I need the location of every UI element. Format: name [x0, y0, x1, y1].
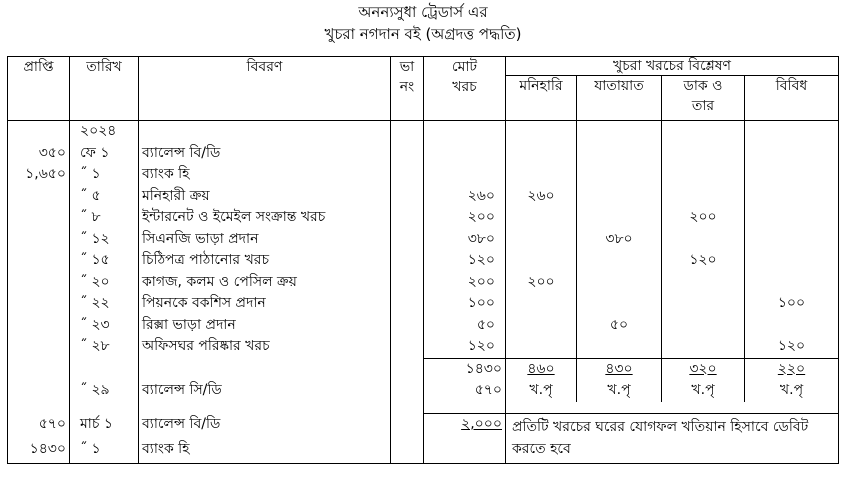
date-cell: ˝ ১	[70, 164, 139, 186]
header-voucher-no: ভা নং	[391, 57, 424, 121]
header-misc: বিবিধ	[745, 76, 839, 121]
closing-date: ˝ ২৯	[70, 380, 139, 402]
header-date: তারিখ	[70, 57, 139, 121]
closing-balance-row	[8, 380, 839, 402]
ledger-body	[8, 121, 839, 359]
description-cell: অফিসঘর পরিষ্কার খরচ	[139, 336, 391, 358]
date-cell: ˝ ৫	[70, 186, 139, 208]
header-transport: যাতায়াত	[577, 76, 662, 121]
total-expense-cell: ২০০	[424, 272, 506, 294]
transport-cell	[577, 293, 662, 315]
next-date: মার্চ ১	[70, 414, 139, 439]
voucher-cell	[391, 229, 424, 251]
header-receipt: প্রাপ্তি	[8, 57, 70, 121]
date-cell: ˝ ১২	[70, 229, 139, 251]
postage-sum: ৩২০	[662, 358, 745, 380]
total-expense-cell	[424, 121, 506, 143]
transport-cell	[577, 207, 662, 229]
date-cell: ˝ ১৫	[70, 250, 139, 272]
grand-total: ২,০০০	[424, 414, 506, 439]
receipt-cell: ১,৬৫০	[8, 164, 70, 186]
stationery-cell	[506, 250, 577, 272]
total-expense-cell: ১২০	[424, 336, 506, 358]
stationery-cell	[506, 121, 577, 143]
receipt-cell	[8, 186, 70, 208]
transport-cell	[577, 336, 662, 358]
misc-cell	[745, 121, 839, 143]
header-total-expense: মোট খরচ	[424, 57, 506, 121]
stationery-folio: খ.পৃ	[506, 380, 577, 402]
voucher-cell	[391, 121, 424, 143]
total-expense-cell: ৩৮০	[424, 229, 506, 251]
date-cell: ˝ ২২	[70, 293, 139, 315]
voucher-cell	[391, 293, 424, 315]
ledger-row	[8, 207, 839, 229]
ledger-note: প্রতিটি খরচের ঘরের যোগফল খতিয়ান হিসাবে ডেবিট করতে হবে	[506, 414, 839, 464]
total-expense-cell: ২০০	[424, 207, 506, 229]
receipt-cell	[8, 336, 70, 358]
stationery-cell	[506, 143, 577, 165]
total-expense-cell	[424, 143, 506, 165]
total-expense-cell: ১০০	[424, 293, 506, 315]
postage-cell	[662, 229, 745, 251]
misc-cell: ১০০	[745, 293, 839, 315]
receipt-cell	[8, 207, 70, 229]
receipt-cell	[8, 229, 70, 251]
transport-cell	[577, 272, 662, 294]
misc-cell	[745, 186, 839, 208]
postage-cell	[662, 293, 745, 315]
receipt-cell	[8, 293, 70, 315]
postage-cell	[662, 143, 745, 165]
total-expense-cell: ৫০	[424, 315, 506, 337]
ledger-row	[8, 186, 839, 208]
description-cell	[139, 121, 391, 143]
transport-folio: খ.পৃ	[577, 380, 662, 402]
receipt-cell	[8, 272, 70, 294]
total-expense-cell: ২৬০	[424, 186, 506, 208]
stationery-cell: ২০০	[506, 272, 577, 294]
misc-cell	[745, 315, 839, 337]
ledger-row	[8, 164, 839, 186]
voucher-cell	[391, 143, 424, 165]
ledger-row	[8, 336, 839, 358]
next-receipt: ১৪৩০	[8, 439, 70, 464]
postage-cell	[662, 121, 745, 143]
transport-cell	[577, 186, 662, 208]
voucher-cell	[391, 272, 424, 294]
postage-cell	[662, 336, 745, 358]
date-cell: ফে ১	[70, 143, 139, 165]
ledger-row	[8, 250, 839, 272]
description-cell: চিঠিপত্র পাঠানোর খরচ	[139, 250, 391, 272]
description-cell: ইন্টারনেট ও ইমেইল সংক্রান্ত খরচ	[139, 207, 391, 229]
petty-cash-ledger-table	[7, 56, 839, 464]
voucher-cell	[391, 250, 424, 272]
total-expense-sum: ১৪৩০	[424, 358, 506, 380]
next-description: ব্যাংক হি	[139, 439, 391, 464]
spacer-row	[8, 402, 839, 414]
voucher-cell	[391, 315, 424, 337]
misc-folio: খ.পৃ	[745, 380, 839, 402]
stationery-sum: ৪৬০	[506, 358, 577, 380]
voucher-cell	[391, 186, 424, 208]
postage-cell	[662, 186, 745, 208]
header-expense-analysis: খুচরা খরচের বিশ্লেষণ	[506, 57, 839, 76]
description-cell: মনিহারী ক্রয়	[139, 186, 391, 208]
postage-cell: ২০০	[662, 207, 745, 229]
misc-cell: ১২০	[745, 336, 839, 358]
header-row	[8, 57, 839, 76]
transport-cell	[577, 121, 662, 143]
stationery-cell: ২৬০	[506, 186, 577, 208]
total-expense-cell	[424, 164, 506, 186]
header-stationery: মনিহারি	[506, 76, 577, 121]
transport-cell: ৫০	[577, 315, 662, 337]
misc-sum: ২২০	[745, 358, 839, 380]
misc-cell	[745, 164, 839, 186]
transport-cell	[577, 250, 662, 272]
stationery-cell	[506, 315, 577, 337]
description-cell: পিয়নকে বকশিস প্রদান	[139, 293, 391, 315]
voucher-cell	[391, 336, 424, 358]
total-expense-cell: ১২০	[424, 250, 506, 272]
stationery-cell	[506, 293, 577, 315]
transport-cell: ৩৮০	[577, 229, 662, 251]
ledger-row	[8, 315, 839, 337]
misc-cell	[745, 207, 839, 229]
description-cell: সিএনজি ভাড়া প্রদান	[139, 229, 391, 251]
voucher-cell	[391, 207, 424, 229]
header-description: বিবরণ	[139, 57, 391, 121]
misc-cell	[745, 143, 839, 165]
misc-cell	[745, 250, 839, 272]
totals-row	[8, 358, 839, 380]
closing-description: ব্যালেন্স সি/ডি	[139, 380, 391, 402]
ledger-title: অনন্যসুধা ট্রেডার্স এর	[358, 3, 488, 21]
postage-cell	[662, 272, 745, 294]
closing-balance: ৫৭০	[424, 380, 506, 402]
description-cell: ব্যালেন্স বি/ডি	[139, 143, 391, 165]
date-cell: ˝ ২০	[70, 272, 139, 294]
description-cell: রিক্সা ভাড়া প্রদান	[139, 315, 391, 337]
receipt-cell	[8, 250, 70, 272]
receipt-cell	[8, 315, 70, 337]
description-cell: কাগজ, কলম ও পেসিল ক্রয়	[139, 272, 391, 294]
transport-sum: ৪৩০	[577, 358, 662, 380]
next-date: ˝ ১	[70, 439, 139, 464]
transport-cell	[577, 164, 662, 186]
receipt-cell: ৩৫০	[8, 143, 70, 165]
next-description: ব্যালেন্স বি/ডি	[139, 414, 391, 439]
misc-cell	[745, 272, 839, 294]
postage-cell	[662, 315, 745, 337]
stationery-cell	[506, 336, 577, 358]
postage-cell: ১২০	[662, 250, 745, 272]
stationery-cell	[506, 229, 577, 251]
date-cell: ২০২৪	[70, 121, 139, 143]
transport-cell	[577, 143, 662, 165]
date-cell: ˝ ২৩	[70, 315, 139, 337]
ledger-row	[8, 293, 839, 315]
stationery-cell	[506, 164, 577, 186]
misc-cell	[745, 229, 839, 251]
postage-cell	[662, 164, 745, 186]
next-receipt: ৫৭০	[8, 414, 70, 439]
ledger-subtitle: খুচরা নগদান বই (অগ্রদত্ত পদ্ধতি)	[324, 25, 522, 43]
date-cell: ˝ ২৮	[70, 336, 139, 358]
receipt-cell	[8, 121, 70, 143]
ledger-row	[8, 272, 839, 294]
voucher-cell	[391, 164, 424, 186]
next-period-row-1	[8, 414, 839, 439]
stationery-cell	[506, 207, 577, 229]
description-cell: ব্যাংক হি	[139, 164, 391, 186]
postage-folio: খ.পৃ	[662, 380, 745, 402]
header-postage: ডাক ও তার	[662, 76, 745, 121]
date-cell: ˝ ৮	[70, 207, 139, 229]
ledger-row	[8, 143, 839, 165]
ledger-row	[8, 229, 839, 251]
ledger-row	[8, 121, 839, 143]
